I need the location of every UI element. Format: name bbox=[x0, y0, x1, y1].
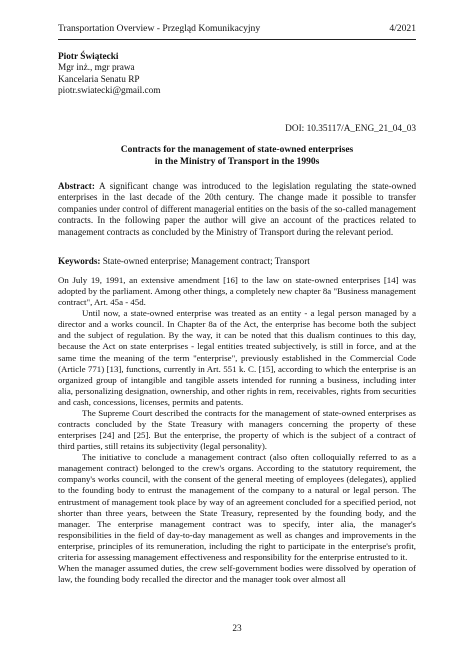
issue-number: 4/2021 bbox=[389, 23, 416, 34]
abstract bbox=[58, 181, 416, 238]
title-line-1: Contracts for the management of state-owned enterprises bbox=[120, 145, 354, 155]
paragraph: Until now, a state-owned enterprise was treated as an entity - a legal person managed by a director and a works council. In Chapter 8a of the Act, the enterprise has become both the subject and the subject of regulation. By the way, it can be noted that this dualism continues to this day, because the Act on state enterprises - legal entities treated subjectively, is still in force, and at the same time the meaning of the term "enterprise", previously established in the Commercial Code (Article 771) [13], functions, currently in Art. 551 k. C. [15], according to which the enterprise is an organized group of intangible and tangible assets intended for running a business, including inter alia, personalizing designation, ownership, and other rights in rem, receivables, rights from securities and cash, concessions, licenses, permits and patents. bbox=[58, 308, 416, 407]
paragraph: The Supreme Court described the contracts for the management of state-owned enterprises as contracts concluded by the State Treasury with managers concerning the property of these enterprises [24] and [25]. But the enterprise, the property of which is the subject of a contract of third parties, still retains its subjectivity (legal personality). bbox=[58, 407, 416, 452]
abstract-text: A significant change was introduced to the legislation regulating the state-owned enterprises in the last decade of the 20th century. The change made it possible to transfer companies under control of different managerial entities on the basis of the so-called management contracts. In the following paper the author will give an account of the practices related to management contracts as concluded by the Ministry of Transport during the relevant period. bbox=[58, 181, 416, 237]
author-degree: Mgr inż., mgr prawa bbox=[58, 63, 135, 74]
title-line-2: in the Ministry of Transport in the 1990s bbox=[154, 156, 320, 167]
paragraph: When the manager assumed duties, the crew self-government bodies were dissolved by operation of law, the founding body recalled the director and the manager took over almost all bbox=[58, 563, 416, 585]
paper-title bbox=[58, 145, 416, 168]
paragraph: On July 19, 1991, an extensive amendment [16] to the law on state-owned enterprises [14] was adopted by the parliament. Among other things, a completely new chapter 8a "Business management contract", Art. 45a - 45d. bbox=[58, 275, 416, 308]
paragraph: The initiative to conclude a management contract (also often colloquially referred to as a management contract) belonged to the crew's organs. According to the statutory requirement, the company's works council, with the consent of the general meeting of employees (delegates), applied to the founding body to entrust the management of the company to a natural or legal person. The entrustment of management took place by way of an agreement concluded for a specified period, not shorter than three years, between the State Treasury, represented by the founding body, and the manager. The enterprise management contract was to specify, inter alia, the manager's responsibilities in the field of day-to-day management as well as changes and improvements in the enterprise, principles of its remuneration, including the right to participate in the enterprise's profit, criteria for assessing management effectiveness and responsibility for the enterprise entrusted to it. bbox=[58, 452, 416, 562]
keywords-text: State-owned enterprise; Management contract; Transport bbox=[100, 256, 310, 266]
keywords bbox=[58, 256, 416, 267]
author-email: piotr.swiatecki@gmail.com bbox=[58, 86, 161, 97]
doi: DOI: 10.35117/A_ENG_21_04_03 bbox=[285, 124, 416, 134]
journal-name: Transportation Overview - Przegląd Komunikacyjny bbox=[58, 23, 261, 34]
author-affiliation: Kancelaria Senatu RP bbox=[58, 74, 140, 85]
abstract-label: Abstract: bbox=[58, 181, 95, 191]
author-name: Piotr Świątecki bbox=[58, 52, 119, 62]
author-block bbox=[58, 52, 161, 98]
header-rule bbox=[58, 39, 416, 40]
keywords-label: Keywords: bbox=[58, 256, 101, 266]
running-header bbox=[58, 23, 416, 34]
body-text bbox=[58, 275, 416, 585]
page-number: 23 bbox=[232, 624, 242, 634]
